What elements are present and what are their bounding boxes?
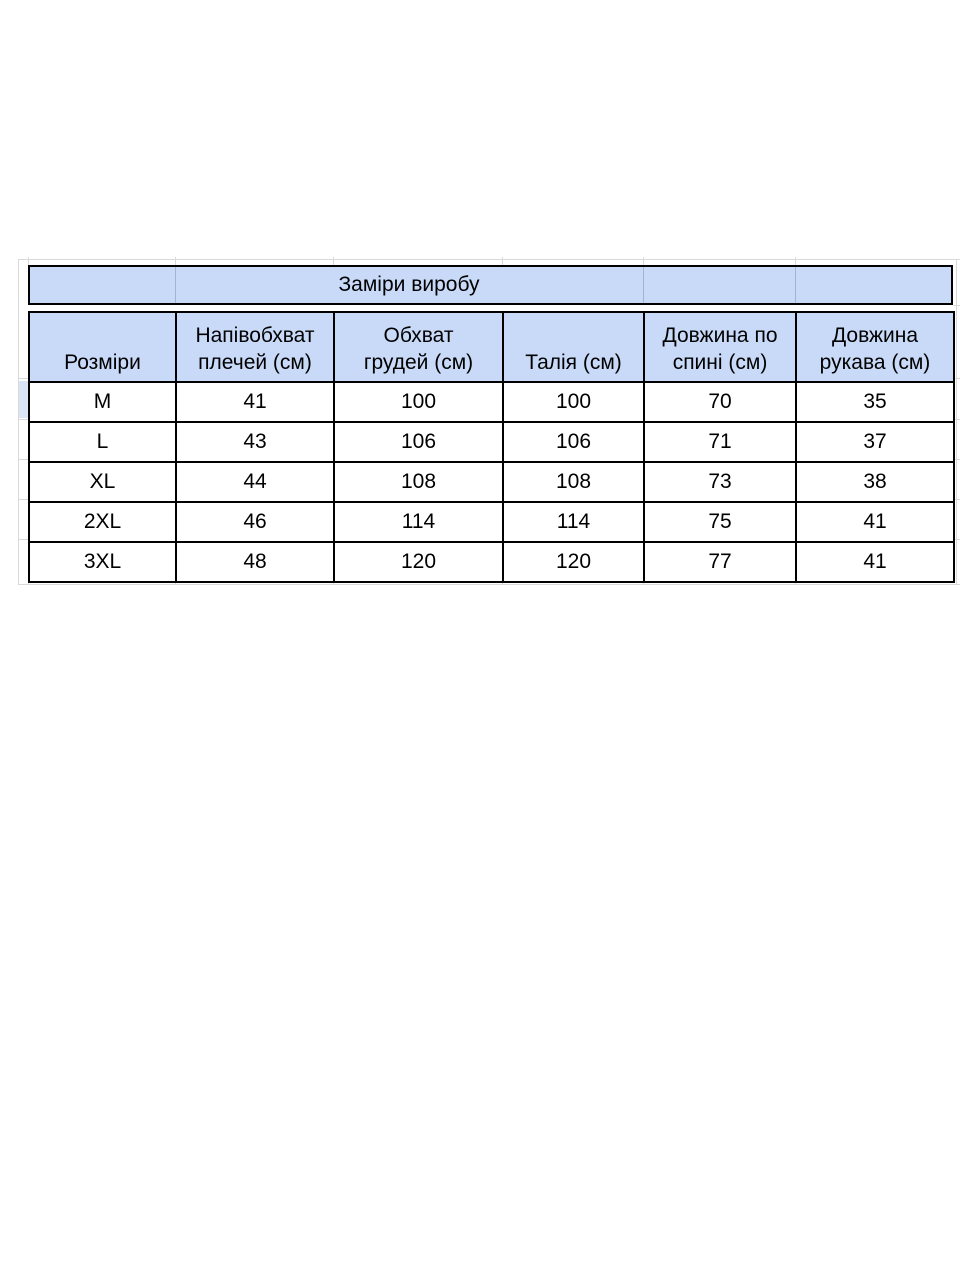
size-cell: 3XL xyxy=(29,542,176,582)
sheet-gridline xyxy=(18,419,28,420)
column-header-chest: Обхват грудей (см) xyxy=(334,312,503,382)
title-band-gridline xyxy=(643,267,644,303)
value-cell: 108 xyxy=(334,462,503,502)
sheet-gridline xyxy=(18,378,28,379)
sheet-gridline xyxy=(18,584,960,585)
value-cell: 41 xyxy=(796,502,954,542)
value-cell: 44 xyxy=(176,462,334,502)
sheet-gridline xyxy=(18,259,960,260)
value-cell: 108 xyxy=(503,462,644,502)
value-cell: 114 xyxy=(334,502,503,542)
sheet-gridline xyxy=(18,499,28,500)
column-header-sleeve-length: Довжина рукава (см) xyxy=(796,312,954,382)
table-row xyxy=(29,502,954,542)
value-cell: 120 xyxy=(334,542,503,582)
sheet-gridline xyxy=(18,259,19,585)
sheet-gridline xyxy=(795,257,796,265)
sheet-gridline xyxy=(28,257,29,265)
sheet-gridline xyxy=(643,257,644,265)
sheet-gridline xyxy=(953,305,960,306)
sheet-gridline xyxy=(175,257,176,265)
value-cell: 77 xyxy=(644,542,796,582)
column-header-back-length: Довжина по спині (см) xyxy=(644,312,796,382)
value-cell: 106 xyxy=(503,422,644,462)
table-row xyxy=(29,422,954,462)
sheet-gridline xyxy=(502,257,503,265)
size-cell: L xyxy=(29,422,176,462)
size-chart-title-band xyxy=(28,265,953,305)
value-cell: 73 xyxy=(644,462,796,502)
column-header-waist: Талія (см) xyxy=(503,312,644,382)
value-cell: 100 xyxy=(503,382,644,422)
sheet-gridline xyxy=(333,257,334,265)
value-cell: 75 xyxy=(644,502,796,542)
value-cell: 41 xyxy=(176,382,334,422)
sheet-gridline xyxy=(18,459,28,460)
header-row xyxy=(29,312,954,382)
value-cell: 38 xyxy=(796,462,954,502)
value-cell: 71 xyxy=(644,422,796,462)
value-cell: 48 xyxy=(176,542,334,582)
value-cell: 114 xyxy=(503,502,644,542)
size-cell: 2XL xyxy=(29,502,176,542)
value-cell: 70 xyxy=(644,382,796,422)
value-cell: 106 xyxy=(334,422,503,462)
sheet-gridline xyxy=(956,259,957,585)
value-cell: 37 xyxy=(796,422,954,462)
column-header-size: Розміри xyxy=(29,312,176,382)
table-body xyxy=(29,382,954,582)
value-cell: 35 xyxy=(796,382,954,422)
value-cell: 120 xyxy=(503,542,644,582)
value-cell: 46 xyxy=(176,502,334,542)
table-row xyxy=(29,542,954,582)
size-cell: XL xyxy=(29,462,176,502)
table-row xyxy=(29,462,954,502)
title-band-gridline xyxy=(795,267,796,303)
sheet-gridline xyxy=(18,539,28,540)
column-header-half-shoulder: Напівобхват плечей (см) xyxy=(176,312,334,382)
value-cell: 43 xyxy=(176,422,334,462)
value-cell: 100 xyxy=(334,382,503,422)
size-chart-title: Заміри виробу xyxy=(338,273,480,296)
size-chart-table xyxy=(28,311,955,583)
table-row xyxy=(29,382,954,422)
value-cell: 41 xyxy=(796,542,954,582)
stray-highlight-cell xyxy=(19,381,28,418)
size-cell: M xyxy=(29,382,176,422)
